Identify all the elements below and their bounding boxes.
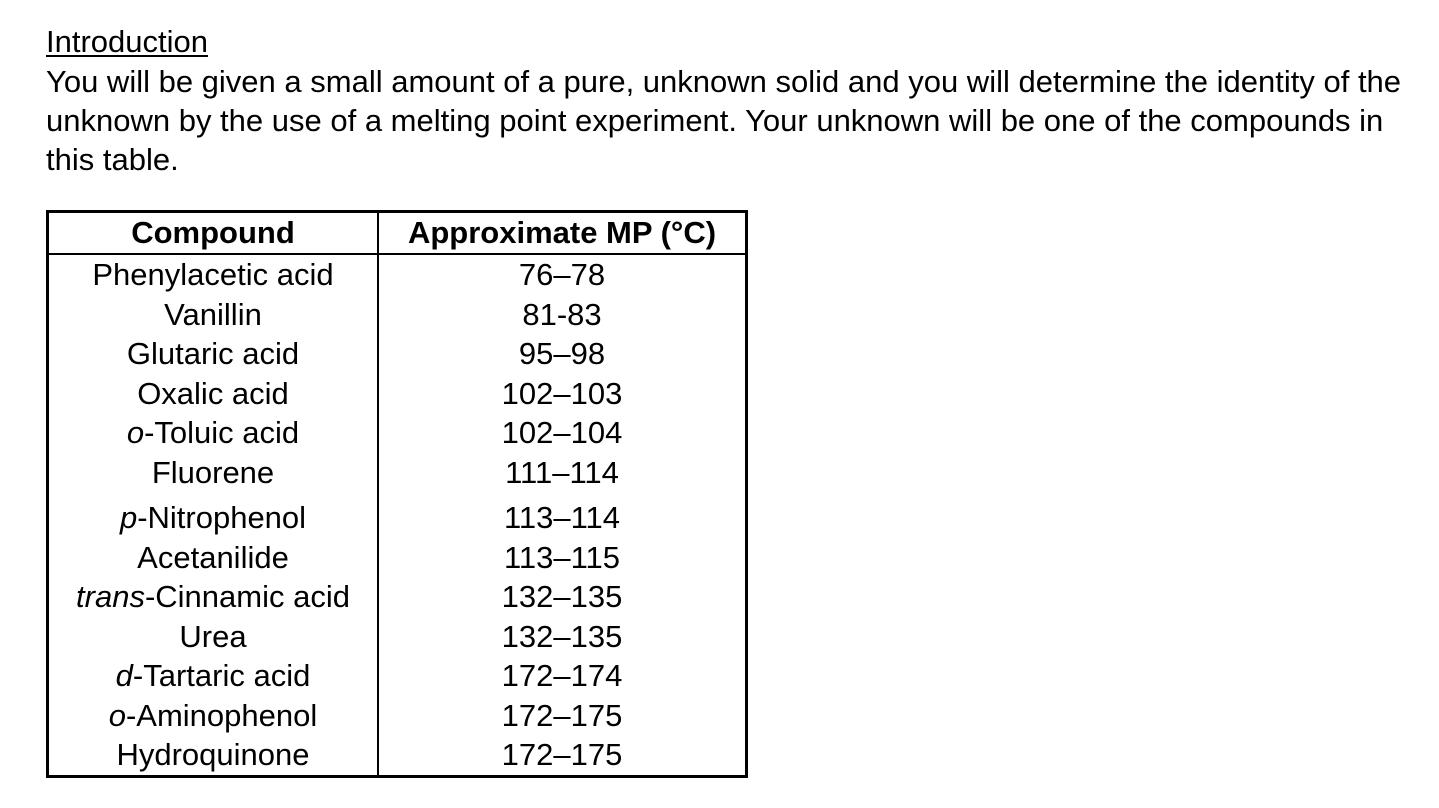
compound-cell (48, 696, 379, 736)
compound-name: -Tartaric acid (132, 658, 311, 693)
compound-cell (48, 656, 379, 696)
melting-point-cell: 132–135 (501, 579, 623, 614)
melting-point-cell: 172–174 (501, 658, 623, 693)
compound-cell (48, 254, 379, 295)
table-row (48, 295, 747, 335)
melting-point-cell: 132–135 (501, 618, 623, 654)
table-header-row (48, 212, 747, 255)
compound-cell (48, 453, 379, 493)
melting-point-cell: 172–175 (501, 697, 623, 733)
compound-cell (48, 334, 379, 374)
table-row (48, 453, 747, 493)
compound-cell (48, 538, 379, 578)
header-compound: Compound (48, 212, 379, 255)
melting-point-cell: 111–114 (505, 454, 619, 490)
header-approximate-mp: Approximate MP (°C) (378, 212, 747, 255)
table-row (48, 413, 747, 453)
compound-name: -Nitrophenol (137, 500, 307, 535)
compound-cell (48, 492, 379, 538)
melting-point-cell: 102–104 (501, 415, 623, 450)
table-row (48, 254, 747, 295)
table-row (48, 334, 747, 374)
melting-point-cell: 172–175 (501, 737, 623, 772)
compound-cell (48, 617, 379, 657)
section-heading: Introduction (46, 24, 208, 59)
intro-paragraph: You will be given a small amount of a pure, unknown solid and you will determine the identity of the unknown by the use of a melting point experiment. Your unknown will be one of the compounds in this table. (46, 64, 1402, 177)
compound-name: -Aminophenol (125, 697, 318, 733)
table-row (48, 492, 747, 538)
melting-point-cell: 102–103 (501, 375, 623, 411)
table-row (48, 617, 747, 657)
compound-prefix: p (119, 500, 138, 535)
compound-name: Glutaric acid (126, 336, 300, 371)
table-row (48, 735, 747, 776)
compound-name: -Cinnamic acid (144, 579, 350, 614)
compound-cell (48, 577, 379, 617)
compound-name: Hydroquinone (116, 737, 310, 772)
compound-name: Acetanilide (137, 539, 289, 575)
compound-cell (48, 735, 379, 776)
compound-cell (48, 374, 379, 414)
melting-point-cell: 113–114 (503, 500, 621, 535)
melting-point-cell: 81-83 (522, 296, 602, 332)
table-row (48, 374, 747, 414)
compound-name: Oxalic acid (137, 375, 289, 411)
compound-cell (48, 413, 379, 453)
compound-name: Fluorene (151, 454, 275, 490)
compound-prefix: o (108, 697, 126, 733)
compound-prefix: o (126, 415, 145, 450)
compound-name: Vanillin (164, 296, 262, 332)
compound-name: Phenylacetic acid (92, 257, 334, 292)
compound-name: -Toluic acid (144, 415, 300, 450)
table-row (48, 656, 747, 696)
compound-cell (48, 295, 379, 335)
table-row (48, 577, 747, 617)
table-row (48, 696, 747, 736)
table-row (48, 538, 747, 578)
compound-prefix: d (115, 658, 133, 693)
melting-point-table (46, 210, 748, 778)
compound-prefix: trans (76, 579, 145, 614)
compound-name: Urea (179, 618, 247, 654)
melting-point-cell: 76–78 (518, 257, 606, 292)
melting-point-cell: 113–115 (503, 539, 621, 575)
melting-point-cell: 95–98 (518, 336, 606, 371)
